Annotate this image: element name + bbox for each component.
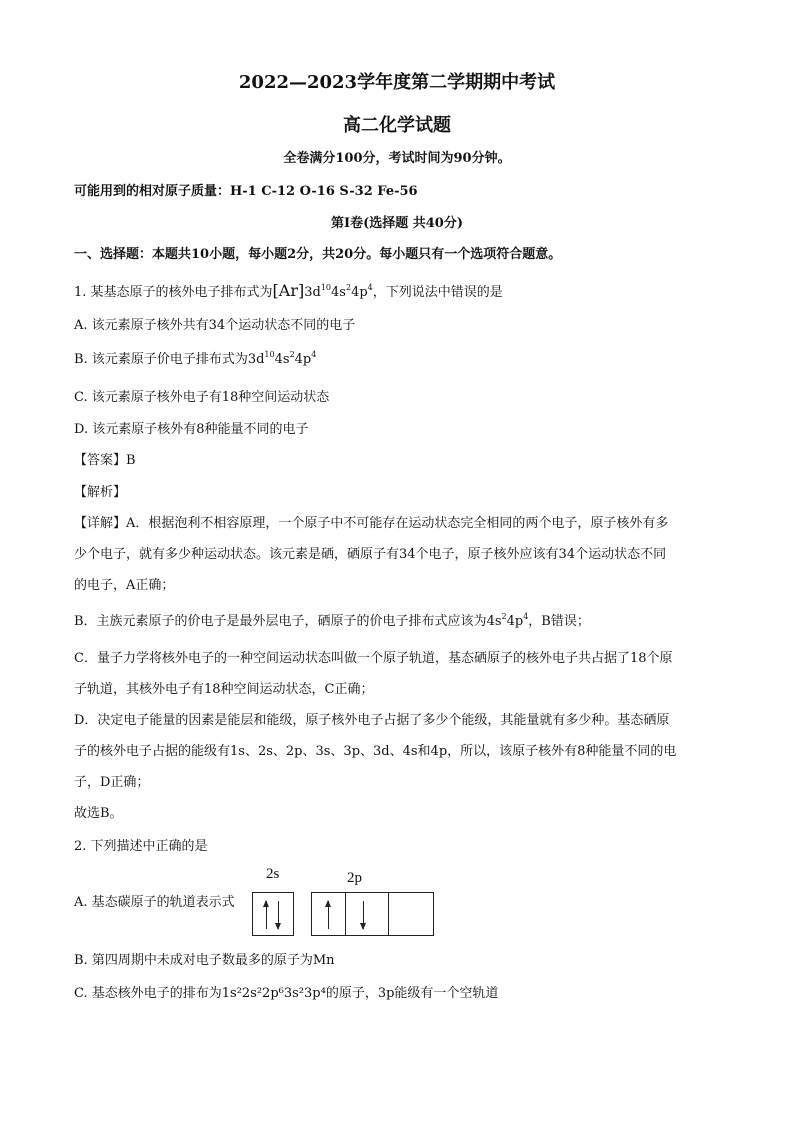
orbital-box-2s xyxy=(252,892,294,936)
section-heading: 一、选择题：本题共10小题，每小题2分，共20分。每小题只有一个选项符合题意。 xyxy=(74,247,562,262)
q1-option-a: A. 该元素原子核外共有34个运动状态不同的电子 xyxy=(74,318,356,333)
q2-option-c-suffix: 的原子，3p能级有一个空轨道 xyxy=(325,986,499,1001)
orbital-box-2p-2 xyxy=(345,892,389,936)
q1-config-3d: 3d xyxy=(304,285,321,300)
q1-detail-b-suffix: ，B错误； xyxy=(528,614,590,629)
volume-heading: 第I卷(选择题 共40分) xyxy=(331,216,463,231)
exam-subtitle: 高二化学试题 xyxy=(343,115,451,136)
q1-detail-line-1: 【详解】A．根据泡利不相容原理，一个原子中不可能存在运动状态完全相同的两个电子，原子核外有多 xyxy=(74,516,669,531)
orbital-label-2s: 2s xyxy=(266,866,280,882)
q1-detail-line-2: 少个电子，就有多少种运动状态。该元素是硒，硒原子有34个电子，原子核外应该有34个运动状态不同 xyxy=(74,547,667,562)
orbital-box-2p-3 xyxy=(388,892,434,936)
q1-config-4p: 4p xyxy=(351,285,368,300)
q1-detail-b-4p: 4p xyxy=(506,614,524,629)
q1-detail-line-3: 的电子，A正确； xyxy=(74,578,175,593)
q1-option-b-3d: 3d xyxy=(247,352,265,367)
q1-detail-b-4s: 4s xyxy=(486,614,502,629)
q1-detail-c-line-1: C．量子力学将核外电子的一种空间运动状态叫做一个原子轨道，基态硒原子的核外电子共占据了18个原 xyxy=(74,651,673,666)
q1-option-b xyxy=(74,351,316,369)
score-time-note: 全卷满分100分，考试时间为90分钟。 xyxy=(283,151,511,166)
q2-option-c-prefix: C. 基态核外电子的排布为 xyxy=(74,986,222,1001)
q1-answer: 【答案】B xyxy=(74,453,136,468)
q1-option-b-4p-sup: 4 xyxy=(311,350,317,359)
q1-option-c: C. 该元素原子核外电子有18种空间运动状态 xyxy=(74,390,330,405)
q1-detail-d-line-2: 子的核外电子占据的能级有1s、2s、2p、3s、3p、3d、4s和4p，所以，该原子核外有8种能量不同的电 xyxy=(74,744,677,759)
orbital-label-2p: 2p xyxy=(347,870,362,886)
q2-option-c xyxy=(74,985,498,1003)
q1-analysis-label: 【解析】 xyxy=(74,485,127,500)
q1-option-b-4p: 4p xyxy=(294,352,312,367)
spin-down-arrow-icon xyxy=(363,901,364,929)
orbital-box-2p-1 xyxy=(311,892,346,936)
q1-detail-b-4s-sup: 2 xyxy=(501,612,507,621)
q2-stem: 2. 下列描述中正确的是 xyxy=(74,839,208,854)
q1-stem xyxy=(74,282,503,302)
q1-detail-b xyxy=(74,613,590,631)
q1-stem-suffix: ，下列说法中错误的是 xyxy=(372,285,503,300)
q1-config-4s: 4s xyxy=(331,285,346,300)
q1-detail-b-prefix: B．主族元素原子的价电子是最外层电子，硒原子的价电子排布式应该为 xyxy=(74,614,487,629)
q1-detail-b-4p-sup: 4 xyxy=(523,612,529,621)
q1-option-b-3d-sup: 10 xyxy=(264,350,275,359)
q1-detail-d-line-3: 子，D正确； xyxy=(74,775,150,790)
q2-option-a: A. 基态碳原子的轨道表示式 xyxy=(74,895,235,910)
exam-title: 2022—2023学年度第二学期期中考试 xyxy=(238,72,556,93)
q1-detail-c-line-2: 子轨道，其核外电子有18种空间运动状态，C正确； xyxy=(74,682,374,697)
q1-option-b-4s-sup: 2 xyxy=(289,350,295,359)
q1-config-4s-sup: 2 xyxy=(345,283,352,292)
q1-conclusion: 故选B。 xyxy=(74,806,123,821)
spin-up-arrow-icon xyxy=(266,901,267,929)
q1-config-4p-sup: 4 xyxy=(367,283,373,292)
q1-config-3d-sup: 10 xyxy=(320,283,332,292)
q1-option-b-4s: 4s xyxy=(274,352,290,367)
spin-up-arrow-icon xyxy=(328,901,329,929)
q1-option-d: D. 该元素原子核外有8种能量不同的电子 xyxy=(74,422,309,437)
q1-stem-prefix: 1. 某基态原子的核外电子排布式为 xyxy=(74,285,273,300)
spin-down-arrow-icon xyxy=(278,901,279,929)
q1-option-b-prefix: B. 该元素原子价电子排布式为 xyxy=(74,352,248,367)
q1-config-ar: [Ar] xyxy=(272,281,305,300)
q2-option-c-config: 1s²2s²2p⁶3s²3p⁴ xyxy=(221,986,326,1001)
q2-option-b: B. 第四周期中未成对电子数最多的原子为Mn xyxy=(74,953,335,968)
atomic-mass-note: 可能用到的相对原子质量：H-1 C-12 O-16 S-32 Fe-56 xyxy=(74,184,418,199)
q1-detail-d-line-1: D．决定电子能量的因素是能层和能级，原子核外电子占据了多少个能级，其能量就有多少种。基态硒原 xyxy=(74,713,670,728)
